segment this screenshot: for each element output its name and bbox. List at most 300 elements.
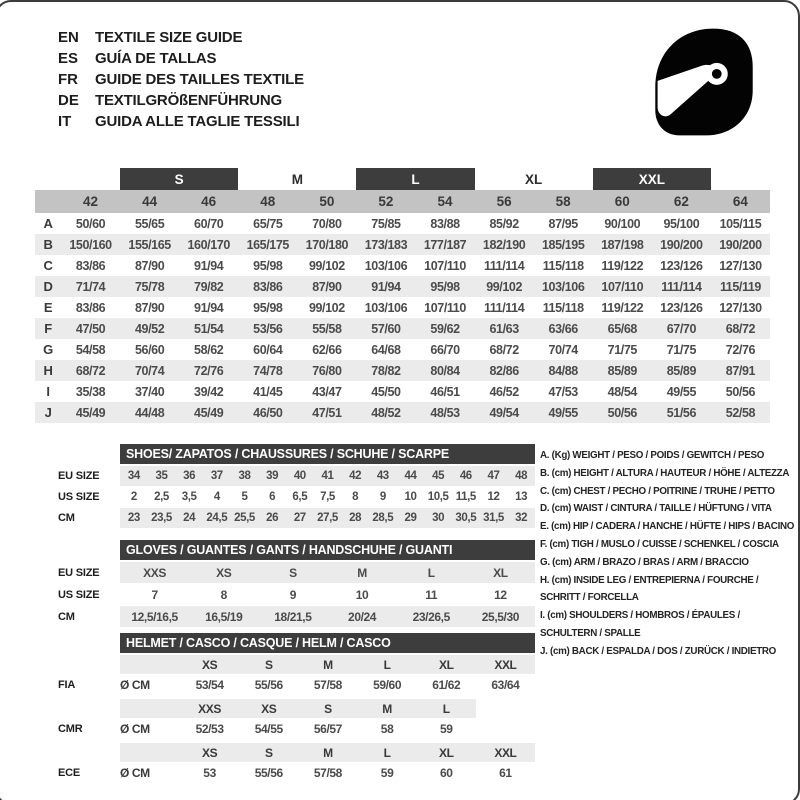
helmet-values: [120, 674, 535, 696]
measurement-cell: 82/86: [489, 363, 519, 378]
size-cell: 35: [155, 470, 168, 482]
row-letter: E: [43, 300, 53, 315]
size-cell: 30,5: [455, 512, 477, 524]
measurement-cell: 47/51: [312, 405, 342, 420]
helmet-size-values: [120, 699, 535, 718]
size-cell: 12,5/16,5: [131, 609, 178, 624]
size-cell: 38: [238, 470, 251, 482]
language-row: [58, 111, 304, 132]
measurement-cell: 83/88: [430, 216, 460, 231]
row-letter: A: [43, 216, 53, 231]
measurement-cell: 79/82: [194, 279, 224, 294]
size-cell: 41: [321, 470, 334, 482]
title-spacer: [58, 540, 120, 560]
helmet-size-value: 58: [380, 722, 394, 736]
helmet-size-label: M: [358, 699, 417, 718]
helmet-standard-group: [58, 743, 535, 784]
size-cell: 2: [130, 491, 137, 503]
size-row: [58, 562, 535, 583]
diameter-unit: Ø CM: [120, 722, 150, 736]
measurement-cell: 95/98: [253, 258, 283, 273]
measurement-cell: 103/106: [364, 258, 408, 273]
helmet-size-label: S: [239, 743, 298, 762]
helmet-title-row: [58, 633, 535, 653]
size-cell: 7: [151, 587, 158, 602]
measurement-cell: 170/180: [305, 237, 349, 252]
size-cell: 12: [494, 587, 507, 602]
legend-item: D. (cm) WAIST / CINTURA / TAILLE / HÜFTUNG / VITA: [540, 503, 772, 515]
measurement-cell: 74/78: [253, 363, 283, 378]
helmet-size-label: S: [239, 655, 298, 674]
measurement-cell: 70/74: [134, 363, 165, 378]
measurement-cell: 66/70: [430, 342, 460, 357]
title-spacer: [58, 444, 120, 464]
size-column-header: 60: [614, 194, 630, 209]
measurement-cell: 91/94: [194, 300, 224, 315]
measurement-cell: 87/95: [548, 216, 578, 231]
helmet-size-label: XS: [180, 743, 239, 762]
row-letter: B: [43, 237, 53, 252]
measurement-cell: 103/106: [542, 279, 585, 294]
size-cell: 24,5: [206, 512, 228, 524]
size-cell: 11: [425, 587, 438, 602]
helmet-size-label: XXL: [476, 743, 535, 762]
measurement-row: [35, 255, 770, 276]
language-title: GUÍA DE TALLAS: [95, 50, 217, 67]
measurement-cell: 115/118: [542, 300, 584, 315]
row-values: [120, 508, 535, 528]
helmet-size-value: 56/57: [313, 722, 342, 736]
shoes-rows: [58, 466, 535, 528]
helmet-size-label: M: [298, 655, 357, 674]
measurement-cell: 85/89: [666, 363, 696, 378]
helmet-size-value: 57/58: [313, 678, 342, 692]
measurement-cell: 95/100: [663, 216, 700, 231]
measurement-cell: 91/94: [194, 258, 224, 273]
measurement-cell: 50/60: [75, 216, 106, 231]
measurement-cell: 51/56: [666, 405, 696, 420]
row-label: CM: [58, 610, 75, 623]
helmet-size-value: 55/56: [254, 766, 283, 780]
measurement-cell: 44/48: [134, 405, 165, 420]
helmet-size-values: [120, 655, 535, 674]
measurement-cell: 160/170: [187, 237, 230, 252]
helmet-value-row: [58, 762, 535, 784]
measurement-cell: 87/90: [312, 279, 342, 294]
size-cell: 34: [127, 470, 140, 482]
measurement-cell: 72/76: [725, 342, 756, 357]
measurement-cell: 45/49: [194, 405, 224, 420]
row-label: EU SIZE: [58, 470, 100, 482]
legend-item: A. (Kg) WEIGHT / PESO / POIDS / GEWITCH / PESO: [540, 450, 765, 461]
gloves-title-row: [58, 540, 535, 560]
measurement-cell: 64/68: [371, 342, 401, 357]
size-column-header: 48: [260, 194, 276, 209]
helmet-standard-group: [58, 655, 535, 696]
size-column-header: 54: [437, 194, 453, 209]
size-column-header: 46: [201, 194, 217, 209]
helmet-value-row: [58, 674, 535, 696]
language-title: GUIDA ALLE TAGLIE TESSILI: [95, 113, 300, 130]
measurement-cell: 80/84: [430, 363, 460, 378]
measurement-cell: 127/130: [719, 300, 762, 315]
helmet-size-label: XS: [239, 699, 298, 718]
legend-item: E. (cm) HIP / CADERA / HANCHE / HÜFTE / HIPS / BACINO: [540, 521, 795, 533]
measurement-cell: 99/102: [308, 258, 345, 273]
measurement-legend: [540, 447, 796, 661]
size-band-dark: S: [120, 168, 238, 190]
measurement-cell: 190/200: [660, 237, 703, 252]
size-band-label: [61, 168, 120, 190]
legend-item: B. (cm) HEIGHT / ALTURA / HAUTEUR / HÖHE / ALTEZZA: [540, 467, 790, 479]
size-cell: 24: [183, 512, 196, 524]
size-cell: 36: [183, 470, 196, 482]
language-code: IT: [58, 113, 72, 130]
measurement-cell: 90/100: [604, 216, 641, 231]
language-code: ES: [58, 50, 79, 67]
size-cell: 25,5/30: [481, 609, 520, 624]
helmet-values: [120, 718, 535, 740]
measurement-cell: 190/200: [719, 237, 762, 252]
measurement-cell: 62/66: [312, 342, 342, 357]
measurement-cell: 50/56: [607, 405, 637, 420]
size-cell: 9: [379, 491, 386, 503]
measurement-cell: 85/92: [489, 216, 519, 231]
row-label: US SIZE: [58, 588, 100, 601]
size-column-header: 56: [496, 194, 512, 209]
measurement-cell: 105/115: [719, 216, 762, 231]
size-row: [58, 584, 535, 605]
unit-spacer: [120, 699, 180, 718]
measurement-row: [35, 276, 770, 297]
measurement-cell: 39/42: [194, 384, 224, 399]
unit-spacer: [120, 655, 180, 674]
size-row: [58, 508, 535, 528]
size-cell: 28: [349, 512, 362, 524]
measurement-cell: 45/49: [75, 405, 106, 420]
measurement-cell: 115/119: [719, 279, 761, 294]
language-row: [58, 27, 304, 48]
row-label: EU SIZE: [58, 566, 100, 579]
measurement-cell: 51/54: [194, 321, 224, 336]
size-band-label: XL: [525, 171, 543, 187]
helmet-size-value: 60: [439, 766, 453, 780]
helmet-size-row: [58, 655, 535, 674]
measurement-cell: 103/106: [364, 300, 408, 315]
measurement-row: [35, 297, 770, 318]
measurement-cell: 182/190: [482, 237, 526, 252]
language-code: FR: [58, 71, 78, 88]
helmet-section: [58, 633, 535, 787]
row-letter: I: [46, 384, 50, 399]
size-cell: 20/24: [348, 609, 377, 624]
legend-item: I. (cm) SHOULDERS / HOMBROS / ÉPAULES / SCHULTERN / SPALLE: [540, 610, 740, 639]
row-values: [120, 584, 535, 605]
helmet-size-label: [476, 699, 535, 718]
size-columns-row: [35, 190, 770, 213]
size-cell: M: [357, 565, 367, 580]
measurement-cell: 107/110: [601, 279, 644, 294]
size-cell: 10: [404, 491, 417, 503]
language-row: [58, 69, 304, 90]
diameter-unit: Ø CM: [120, 678, 150, 692]
helmet-size-label: M: [298, 743, 357, 762]
legend-item: F. (cm) TIGH / MUSLO / CUISSE / SCHENKEL / COSCIA: [540, 538, 779, 550]
language-header: [58, 27, 304, 132]
measurement-cell: 127/130: [719, 258, 762, 273]
main-size-table: [35, 168, 770, 423]
size-cell: 2,5: [154, 491, 169, 503]
row-label: [58, 655, 120, 674]
measurement-cell: 111/114: [483, 300, 525, 315]
size-cell: 27: [293, 512, 306, 524]
measurement-cell: 75/85: [371, 216, 401, 231]
size-cell: 45: [432, 470, 445, 482]
size-cell: 6,5: [292, 491, 308, 503]
unit-spacer: [120, 743, 180, 762]
col-spacer: [35, 190, 61, 213]
measurement-cell: 49/54: [489, 405, 519, 420]
helmet-size-label: L: [358, 655, 417, 674]
measurement-cell: 173/183: [364, 237, 408, 252]
language-title: GUIDE DES TAILLES TEXTILE: [95, 71, 304, 88]
size-cell: 29: [404, 512, 417, 524]
row-values: [120, 487, 535, 507]
helmet-values: [120, 762, 535, 784]
measurement-cell: 71/74: [75, 279, 106, 294]
helmet-size-value: [476, 718, 535, 740]
helmet-size-label: XL: [417, 655, 476, 674]
language-title: TEXTILE SIZE GUIDE: [95, 29, 243, 46]
size-band-dark: L: [356, 168, 474, 190]
helmet-size-label: XXL: [476, 655, 535, 674]
shoes-table-title: SHOES/ ZAPATOS / CHAUSSURES / SCHUHE / SCARPE: [120, 444, 535, 464]
measurement-cell: 187/198: [601, 237, 644, 252]
measurement-cell: 57/60: [371, 321, 401, 336]
size-cell: 11,5: [455, 491, 476, 503]
size-cell: 25,5: [234, 512, 255, 524]
helmet-value-row: [58, 718, 535, 740]
measurement-cell: 61/63: [489, 321, 519, 336]
measurement-cell: 68/72: [725, 321, 756, 336]
helmet-size-value: 57/58: [313, 766, 342, 780]
title-spacer: [58, 633, 120, 653]
helmet-icon: [646, 24, 762, 140]
measurement-row: [35, 402, 770, 423]
measurement-cell: 71/75: [666, 342, 696, 357]
language-row: [58, 48, 304, 69]
standard-label: FIA: [58, 679, 76, 691]
row-letter: J: [44, 405, 52, 420]
measurement-cell: 85/89: [607, 363, 637, 378]
legend-item: C. (cm) CHEST / PECHO / POITRINE / TRUHE / PETTO: [540, 485, 775, 497]
size-cell: 8: [220, 587, 227, 602]
size-cell: 44: [404, 470, 417, 482]
measurement-cell: 76/80: [312, 363, 342, 378]
measurement-cell: 177/187: [423, 237, 467, 252]
measurement-cell: 111/114: [483, 258, 525, 273]
measurement-row: [35, 234, 770, 255]
row-label: [58, 699, 120, 718]
measurement-cell: 45/50: [371, 384, 401, 399]
row-letter: C: [43, 258, 53, 273]
size-band-row: [35, 168, 770, 190]
measurement-cell: 78/82: [371, 363, 401, 378]
row-label: US SIZE: [58, 491, 100, 503]
helmet-standard-group: [58, 699, 535, 740]
size-column-header: 50: [319, 194, 335, 209]
measurement-cell: 43/47: [312, 384, 342, 399]
measurement-row: [35, 360, 770, 381]
helmet-size-label: XL: [417, 743, 476, 762]
measurement-cell: 67/70: [666, 321, 696, 336]
language-code: EN: [58, 29, 79, 46]
measurement-cell: 87/90: [134, 300, 165, 315]
helmet-size-label: S: [298, 699, 357, 718]
measurement-cell: 119/122: [601, 300, 644, 315]
row-letter: F: [44, 321, 52, 336]
size-row: [58, 606, 535, 627]
measurement-cell: 99/102: [308, 300, 345, 315]
measurement-cell: 46/51: [430, 384, 460, 399]
measurement-cell: 83/86: [75, 300, 106, 315]
size-cell: 31,5: [483, 512, 504, 524]
measurement-cell: 111/114: [661, 279, 702, 294]
helmet-table-title: HELMET / CASCO / CASQUE / HELM / CASCO: [120, 633, 535, 653]
measurement-cell: 119/122: [601, 258, 644, 273]
size-band-dark: XXL: [593, 168, 711, 190]
measurement-row: [35, 339, 770, 360]
row-letter: G: [43, 342, 53, 357]
helmet-size-value: 63/64: [491, 678, 520, 692]
measurement-cell: 54/58: [75, 342, 106, 357]
measurement-cell: 47/50: [75, 321, 106, 336]
measurement-cell: 99/102: [486, 279, 523, 294]
size-cell: 26: [266, 512, 279, 524]
size-cell: 42: [349, 470, 362, 482]
row-values: [120, 562, 535, 583]
measurement-cell: 107/110: [424, 258, 466, 273]
size-cell: 39: [266, 470, 279, 482]
measurement-cell: 49/52: [134, 321, 165, 336]
size-band-label: [711, 168, 770, 190]
size-row: [58, 466, 535, 486]
helmet-size-value: 52/53: [195, 722, 224, 736]
size-cell: 32: [515, 512, 528, 524]
size-cell: 12: [487, 491, 500, 503]
measurement-cell: 46/50: [253, 405, 283, 420]
measurement-cell: 55/58: [312, 321, 342, 336]
measurement-cell: 75/78: [134, 279, 165, 294]
measurement-cell: 55/65: [134, 216, 165, 231]
size-cell: 46: [459, 470, 472, 482]
measurement-cell: 72/76: [194, 363, 224, 378]
measurement-cell: 59/62: [430, 321, 460, 336]
size-cell: L: [427, 565, 435, 580]
size-cell: XS: [216, 565, 232, 580]
measurement-cell: 150/160: [69, 237, 112, 252]
gloves-table-title: GLOVES / GUANTES / GANTS / HANDSCHUHE / GUANTI: [120, 540, 535, 560]
row-letter: H: [43, 363, 53, 378]
measurement-cell: 49/55: [548, 405, 578, 420]
shoes-title-row: [58, 444, 535, 464]
measurement-cell: 63/66: [548, 321, 578, 336]
measurement-cell: 115/118: [542, 258, 584, 273]
measurement-cell: 83/86: [253, 279, 283, 294]
measurement-cell: 123/126: [660, 258, 703, 273]
measurement-cell: 87/90: [134, 258, 165, 273]
language-row: [58, 90, 304, 111]
helmet-size-value: 59: [380, 766, 394, 780]
measurement-cell: 91/94: [371, 279, 401, 294]
measurement-cell: 83/86: [75, 258, 106, 273]
legend-item: J. (cm) BACK / ESPALDA / DOS / ZURÜCK / INDIETRO: [540, 645, 776, 657]
size-cell: 4: [213, 491, 220, 503]
row-label: CM: [58, 512, 75, 524]
measurement-cell: 70/80: [312, 216, 342, 231]
measurement-cell: 48/52: [371, 405, 401, 420]
measurement-cell: 71/75: [607, 342, 637, 357]
measurement-cell: 95/98: [430, 279, 460, 294]
size-cell: 37: [210, 470, 223, 482]
gloves-section: [58, 540, 535, 628]
helmet-size-value: 55/56: [254, 678, 283, 692]
language-code: DE: [58, 92, 79, 109]
helmet-size-label: XS: [180, 655, 239, 674]
helmet-size-value: 59/60: [373, 678, 402, 692]
measurement-cell: 58/62: [194, 342, 224, 357]
row-label: [58, 743, 120, 762]
size-cell: S: [289, 565, 297, 580]
measurement-cell: 107/110: [424, 300, 466, 315]
diameter-unit: Ø CM: [120, 766, 150, 780]
size-band-label: M: [291, 171, 303, 187]
measurement-cell: 84/88: [548, 363, 578, 378]
helmet-size-values: [120, 743, 535, 762]
size-column-header: 64: [732, 194, 748, 209]
measurement-cell: 48/53: [430, 405, 460, 420]
measurement-cell: 68/72: [75, 363, 106, 378]
measurement-cell: 41/45: [253, 384, 283, 399]
measurement-cell: 46/52: [489, 384, 519, 399]
measurement-cell: 65/68: [607, 321, 637, 336]
helmet-size-label: L: [417, 699, 476, 718]
size-cell: 18/21,5: [274, 609, 312, 624]
standard-label: ECE: [58, 767, 81, 779]
measurement-row: [35, 381, 770, 402]
helmet-size-value: 61: [499, 766, 512, 780]
helmet-rows: [58, 655, 535, 784]
size-column-header: 44: [142, 194, 158, 209]
size-cell: 10: [355, 587, 369, 602]
size-cell: 3,5: [181, 491, 197, 503]
helmet-size-row: [58, 699, 535, 718]
row-values: [120, 466, 535, 486]
measurement-row: [35, 213, 770, 234]
size-cell: 47: [487, 470, 500, 482]
measurement-cell: 123/126: [660, 300, 703, 315]
shoes-section: [58, 444, 535, 529]
size-cell: XXS: [143, 565, 166, 580]
measurement-cell: 53/56: [253, 321, 283, 336]
size-cell: 43: [376, 470, 389, 482]
size-cell: 27,5: [317, 512, 338, 524]
measurement-cell: 50/56: [725, 384, 756, 399]
size-cell: XL: [493, 565, 508, 580]
size-column-header: 58: [555, 194, 571, 209]
size-column-header: 42: [83, 194, 99, 209]
size-cell: 16,5/19: [205, 609, 243, 624]
